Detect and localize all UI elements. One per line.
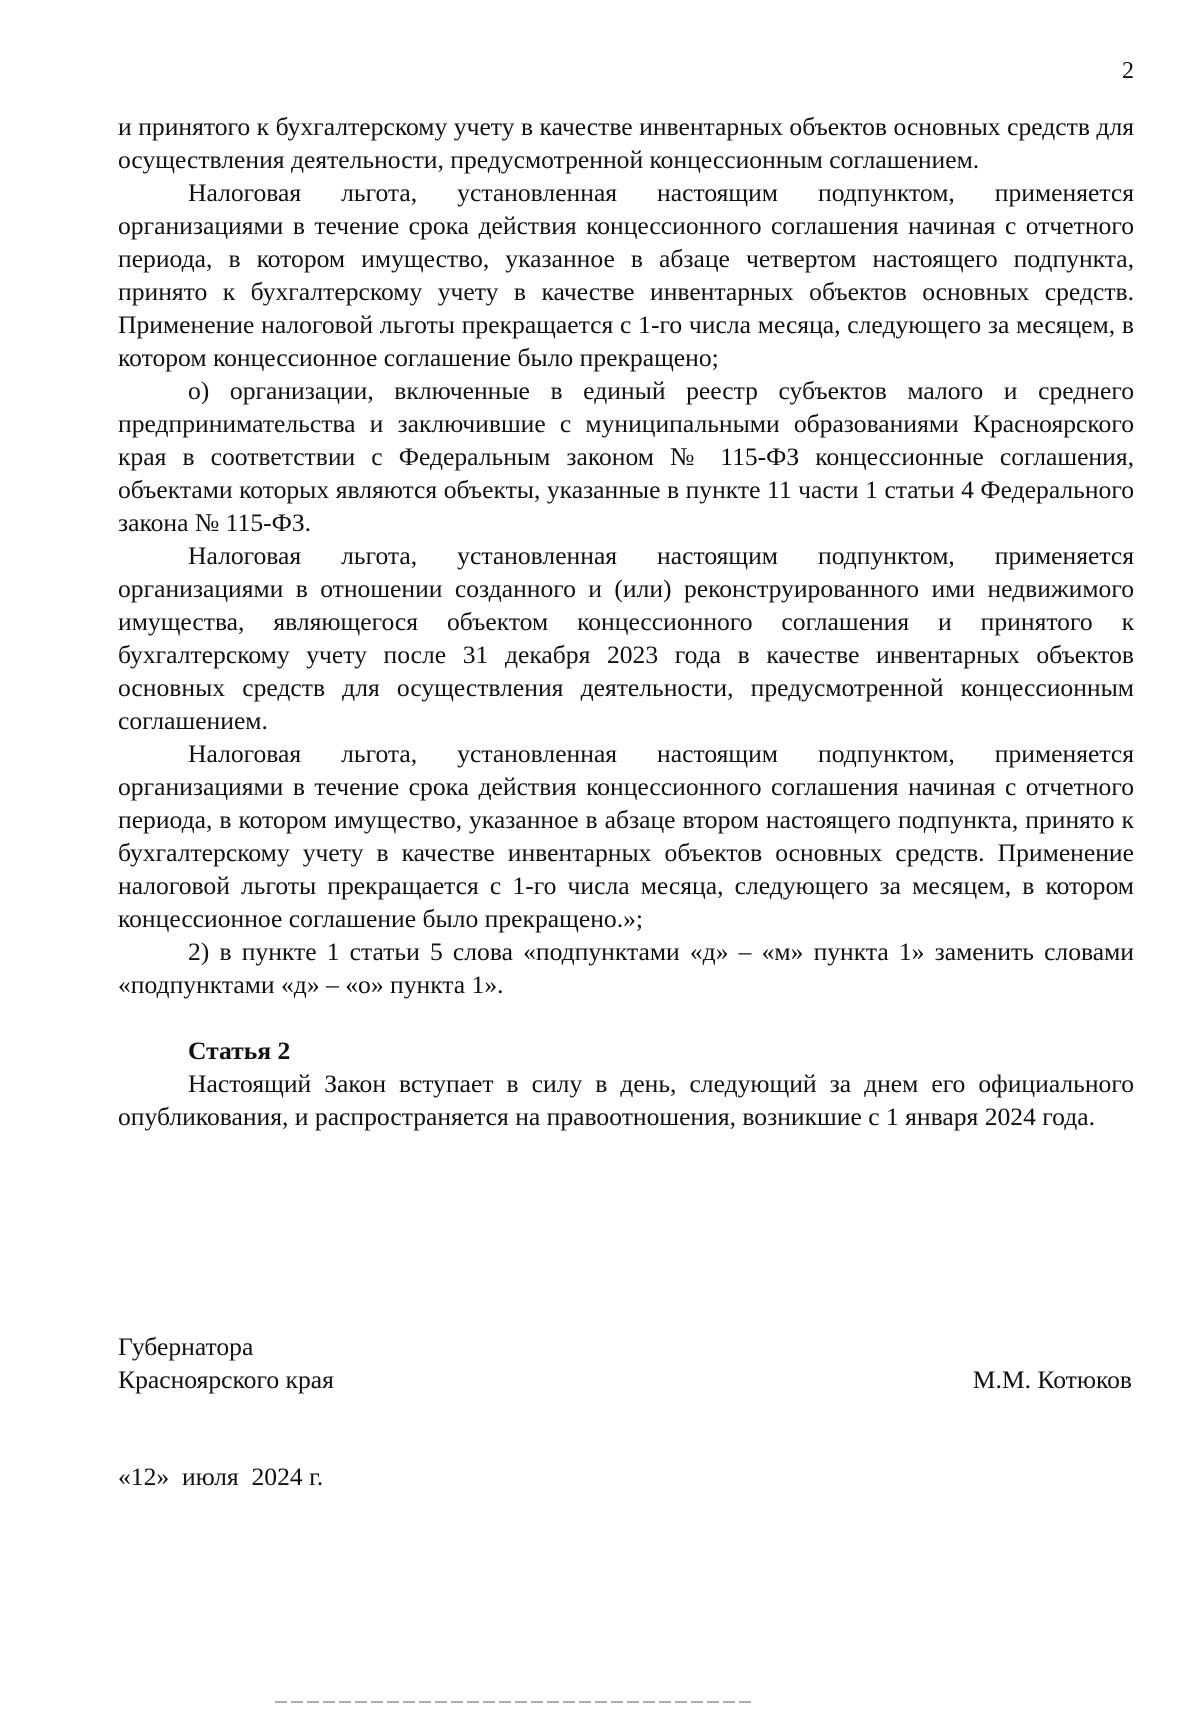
- article-title: Статья 2: [188, 1036, 291, 1065]
- paragraph-tax-benefit-property: Налоговая льгота, установленная настоящим подпунктом, применяется организациями в отношении созданного и (или) реконструированного ими недвижимого имущества, являющегося объектом концессионного соглашения и принятого к бухгалтерскому учету после 31 декабря 2023 года в качестве инвентарных объектов основных средств для осуществления деятельности, предусмотренной концессионным соглашением.: [118, 541, 1134, 735]
- page-number: 2: [1122, 58, 1134, 84]
- scan-artifact-line: [275, 1701, 755, 1703]
- document-body: [118, 110, 1134, 1133]
- article-text: Настоящий Закон вступает в силу в день, следующий за днем его официального опубликования, и распространяется на правоотношения, возникшие с 1 января 2024 года.: [118, 1069, 1134, 1131]
- signatory-position-line1: Губернатора: [118, 1332, 254, 1361]
- paragraph-subpoint-o: о) организации, включенные в единый реестр субъектов малого и среднего предпринимательства и заключившие с муниципальными образованиями Красноярского края в соответствии с Федеральным законом № 115-ФЗ концессионные соглашения, объектами которых являются объекты, указанные в пункте 11 части 1 статьи 4 Федерального закона № 115-ФЗ.: [118, 376, 1134, 537]
- paragraph-tax-benefit-period: Налоговая льгота, установленная настоящим подпунктом, применяется организациями в течение срока действия концессионного соглашения начиная с отчетного периода, в котором имущество, указанное в абзаце втором настоящего подпункта, принято к бухгалтерскому учету в качестве инвентарных объектов основных средств. Применение налоговой льготы прекращается с 1-го числа месяца, следующего за месяцем, в котором концессионное соглашение было прекращено.»;: [118, 739, 1134, 933]
- signatory-position-line2: Красноярского края: [118, 1365, 334, 1394]
- paragraph-tax-benefit-term: Налоговая льгота, установленная настоящим подпунктом, применяется организациями в течение срока действия концессионного соглашения начиная с отчетного периода, в котором имущество, указанное в абзаце четвертом настоящего подпункта, принято к бухгалтерскому учету в качестве инвентарных объектов основных средств. Применение налоговой льготы прекращается с 1-го числа месяца, следующего за месяцем, в котором концессионное соглашение было прекращено;: [118, 178, 1134, 372]
- document-date: «12» июля 2024 г.: [118, 1462, 324, 1491]
- paragraph-continuation: и принятого к бухгалтерскому учету в качестве инвентарных объектов основных средств для осуществления деятельности, предусмотренной концессионным соглашением.: [118, 112, 1134, 174]
- signatory-name: М.М. Котюков: [972, 1365, 1132, 1394]
- article-2: [118, 1034, 1134, 1133]
- signature-block: [118, 1330, 1134, 1396]
- paragraph-amendment-2: 2) в пункте 1 статьи 5 слова «подпунктами «д» – «м» пункта 1» заменить словами «подпунктами «д» – «о» пункта 1».: [118, 937, 1134, 999]
